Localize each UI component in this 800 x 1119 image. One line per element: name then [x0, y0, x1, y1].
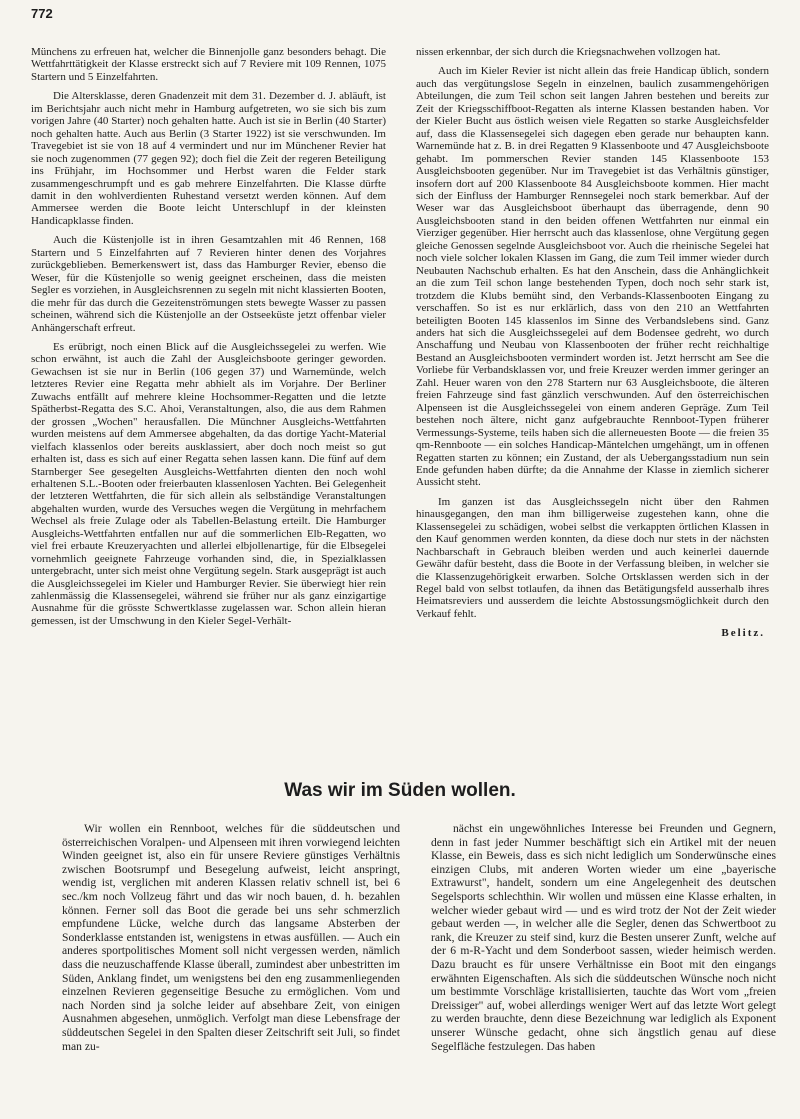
paragraph: nissen erkennbar, der sich durch die Kriegsnachwehen vollzogen hat.: [416, 46, 721, 58]
paragraph: Im ganzen ist das Ausgleichssegeln nicht über den Rahmen hinausgegangen, den man ihm billigerweise zugestehen kann, ohne die Klassensegelei zu schädigen, wobei selbst die verkappten örtlichen Klassen in den Kauf genommen werden konnten, da diese doch nur stets in der nächsten Nachbarschaft in Gebrauch bleiben werden und auch keinerlei dauernde Gewähr dafür besteht, dass die Boote in der Verfassung bleiben, in welcher sie die Klassenzugehörigkeit erwarben. Solche Ortsklassen werden sich in der Regel bald von selbst totlaufen, da ihnen das Betätigungsfeld ausserhalb ihres Heimatsreviers und ausserdem die leichte Abstossungsmöglichkeit durch den Verkauf fehlt.: [416, 495, 769, 620]
paragraph: Wir wollen ein Rennboot, welches für die süddeutschen und österreichischen Voralpen- und Alpenseen mit ihren vorwiegend leichten Winden geeignet ist, also ein für unsere Reviere günstiges Verhältnis zwischen Bootsrumpf und Besegelung aufweist, leicht anspringt, wendig ist, verglichen mit anderen Klassen relativ schnell ist, bei 6 sec./km noch Vollzeug fährt und das wir noch bauen, d. h. bezahlen können. Ferner soll das Boot die gerade bei uns sehr schmerzlich empfundene Lücke, welche durch das langsame Absterben der Sonderklasse entstanden ist, wenigstens in etwas ausfüllen. — Auch ein anderes sportpolitisches Moment soll nicht vergessen werden, nämlich dass die neuzuschaffende Klasse überall, zumindest aber unbestritten im Süden, Anklang findet, um wenigstens bei den eng zusammenliegenden einzelnen Revieren gegenseitige Besuche zu ermöglichen. Vom und nach Norden sind ja solche leider auf absehbare Zeit, von einigen Ausnahmen abgesehen, unmöglich. Verfolgt man diese Lebensfrage der süddeutschen Segelei in den Spalten dieser Zeitschrift seit Juli, so findet man zu-: [62, 822, 400, 1053]
article-column-right: [416, 46, 769, 776]
author-signature: Belitz.: [721, 627, 765, 640]
page-number: 772: [31, 6, 53, 21]
article-headline: Was wir im Süden wollen.: [284, 780, 516, 801]
paragraph: Es erübrigt, noch einen Blick auf die Ausgleichssegelei zu werfen. Wie schon erwähnt, ist auch die Zahl der Ausgleichsboote geringer geworden. Gewachsen ist sie nur in Berlin (106 gegen 37) und Warnemünde, welch letzteres Revier eine Regatta mehr abhielt als im Vorjahre. Der Berliner Zuwachs entfällt auf mehrere kleine Hochsommer-Regatten und die letzte Spätherbst-Regatta des S.C. Ahoi, Veranstaltungen, also, die aus dem Rahmen der grossen „Wochen" herausfallen. Die Münchner Ausgleichs-Wettfahrten wurden meistens auf dem Ammersee abgehalten, da das dortige Yacht-Material vielfach klassenlos oder bereits ausklassiert, aber doch noch meist so gut erhalten ist, dass es sich auf einer Regatta sehen lassen kann. Die fünf auf dem Starnberger See gesegelten Ausgleichs-Wettfahrten dienten den noch wohl erhaltenen S.L.-Booten oder freierbauten klassenlosen Yachten. Bei Gelegenheit der letzteren Wettfahrten, die für sich allein als selbständige Veranstaltungen abgehalten wurden, wurde des Versuches wegen die Vergütung in mehrfachem Wechsel als freie Zulage oder als Tabellen-Belastung erteilt. Die Hamburger Ausgleichs-Wettfahrten entfallen nur auf die sommerlichen Elb-Regatten, wo viel frei erbaute Kreuzeryachten und allerlei elbjollenartige, für die Elbsegelei vornehmlich geeignete Fahrzeuge vorhanden sind, die, in Spezialklassen untergebracht, unter sich meist ohne Vergütung segeln. Stark ausgeprägt ist auch die Ausgleichssegelei im Kieler und Hamburger Revier. Sie überwiegt hier rein zahlenmässig die Klassensegelei, während sie früher nur als ganz einzigartige Ausnahme für die grösste Schwertklasse zugelassen war. Schon allein hieran gemessen, ist der Umschwung in den Kieler Segel-Verhält-: [31, 340, 386, 627]
second-article-column-left: [62, 822, 400, 1094]
second-article-column-right: [431, 822, 776, 1094]
article-column-left: [31, 46, 386, 750]
paragraph: nächst ein ungewöhnliches Interesse bei Freunden und Gegnern, denn in fast jeder Nummer beschäftigt sich ein Artikel mit der neuen Klasse, ein Beweis, dass es sich nicht lediglich um Sonderwünsche eines einzigen Clubs, mit anderen Worten wieder um eine „bayerische Extrawurst", handelt, sondern um eine Angelegenheit des deutschen Segelsports schlechthin. Wir wollen und müssen eine Klasse erhalten, in welcher wieder gebaut wird — und es wird trotz der Not der Zeit wieder gebaut werden —, in welcher alle die Segler, denen das Schwertboot zu rank, die Kreuzer zu steif sind, kurz die Besten unserer Zunft, welche auf der 6 m-R-Yacht und dem Sonderboot sassen, wieder heimisch werden. Dazu braucht es für unsere Verhältnisse ein Boot mit den eingangs erwähnten Eigenschaften. Als sich die süddeutschen Wünsche noch nicht um bestimmte Vorschläge kristallisierten, tauchte das Wort vom „freien Dreissiger" auf, wobei allerdings weniger Wert auf das letzte Wort gelegt zu werden brauchte, denn diese Bezeichnung war lediglich als Exponent unserer Wünsche gedacht, ohne sich ängstlich genau auf diese Segelfläche festzulegen. Das haben: [431, 822, 776, 1053]
paragraph: Die Altersklasse, deren Gnadenzeit mit dem 31. Dezember d. J. abläuft, ist im Berichtsjahr auch nicht mehr in Hamburg aufgetreten, wo sie sich bis zum vorigen Jahre (40 Starter) noch gehalten hatte. Auch ist sie in Berlin (40 Starter) noch gehalten hatte. Auch aus Berlin (3 Starter 1922) ist sie verschwunden. Im Travegebiet ist sie von 18 auf 4 vermindert und nur im Münchener Revier hat sie noch zugenommen (77 gegen 92); doch fiel die Zeit der regeren Beteiligung ins Frühjahr, im Hochsommer und Herbst waren die Felder stark zusammengeschrumpft und es gab mehrere Einzelfahrten. Die Klasse dürfte damit in den wohlverdienten Ruhestand versetzt werden können. Auf dem Ammersee werden die Boote leicht Unterschlupf in der kleinsten Handicapklasse finden.: [31, 90, 386, 227]
paragraph: Auch im Kieler Revier ist nicht allein das freie Handicap üblich, sondern auch das vergütungslose Segeln in einzelnen, baulich zusammengehörigen Abteilungen, die zum Teil schon seit langen Jahren bestehen und bereits zur Zeit der Kriegsschiffboot-Regatten als interne Klassen bestanden haben. Vor der Kieler Bucht aus östlich weisen viele Regatten so starke Ausgleichsfelder auf, dass die Klassensegelei sich dagegen eben gerade nur behaupten kann. Warnemünde hat z. B. in drei Regatten 9 Klassenboote und 47 Ausgleichsboote gehabt. Im pommerschen Revier standen 145 Klassenboote 153 Ausgleichsbooten gegenüber. Nur im Travegebiet ist das Verhältnis günstiger, insofern dort auf 200 Klassenboote 84 Ausgleichsboote kommen. Hier macht sich der Einfluss der Hamburger Rennsegelei noch stark bemerkbar. Auf der Weser war das Ausgleichsboot überhaupt das überragende, denn 90 Ausgleichsbooten stand in den beiden offenen Wettfahrten nur einmal ein Vierziger gegenüber. Hier herrscht auch das klassenlose, ohne Vergütung gegen gleiche Genossen segelnde Ausgleichsboot vor. Auch die rheinische Segelei hat noch viele solcher lokalen Klassen im Gang, die zum Teil immer wieder durch Neubauten Nachschub erhalten. Es hat den Anschein, dass die Anhänglichkeit an die zum Teil schon lange bestehenden Typen, doch noch sehr stark ist, trotzdem die Klubs bemüht sind, den Verbands-Klassenbooten Eingang zu verschaffen. So ist es nur erklärlich, dass von den 210 an Wettfahrten beteiligten Booten 145 klassenlos im Sinne des Verbandslebens sind. Ganz anders hat sich die Ausgleichssegelei auf dem Bodensee gedreht, wo durch Anschaffung und Neubau von Klassenbooten der früher recht reichhaltige Bestand an Ausgleichsbooten vermindert worden ist. Jetzt herrscht am See die Vorliebe für Verbandsklassen vor, und freie Kreuzer werden immer geringer an Zahl. Heuer waren von den 278 Startern nur 63 Ausgleichsboote, die älteren freien Fahrzeuge sind fast gänzlich verschwunden. Auf den österreichischen Alpenseen ist die Ausgleichssegelei von einem anderen Gepräge. Zum Teil bestehen noch ältere, nicht ganz aufgebrauchte Rennboot-Typen früherer Vermessungs-Systeme, teils haben sich die allerneuesten Boote — die freien 35 qm-Rennboote — ein solches Handicap-Mäntelchen umgehängt, um in offenen Regatten starten zu können; ein Zustand, der als Uebergangsstadium nun sein Ende gefunden haben dürfte; da die Annahme der Klasse in ziemlich sicherer Aussicht steht.: [416, 65, 769, 489]
paragraph: Auch die Küstenjolle ist in ihren Gesamtzahlen mit 46 Rennen, 168 Startern und 5 Einzelfahrten auf 7 Revieren hinter denen des Vorjahres zurückgeblieben. Bemerkenswert ist, dass das Hamburger Revier, ebenso die Weser, für die Küstenjolle so wenig geeignet erscheinen, dass die meisten Segler es vorziehen, in Ausgleichsrennen zu segeln mit nicht klassierten Booten, die mehr für das durch die Gezeitenströmungen stets bewegte Wasser zu passen scheinen, während sich die Küstenjolle an der Ostseeküste jetzt offenbar vieler Anhängerschaft erfreut.: [31, 234, 386, 334]
paragraph: Münchens zu erfreuen hat, welcher die Binnenjolle ganz besonders behagt. Die Wettfahrttätigkeit der Klasse erstreckt sich auf 7 Reviere mit 109 Rennen, 1075 Startern und 5 Einzelfahrten.: [31, 46, 386, 83]
